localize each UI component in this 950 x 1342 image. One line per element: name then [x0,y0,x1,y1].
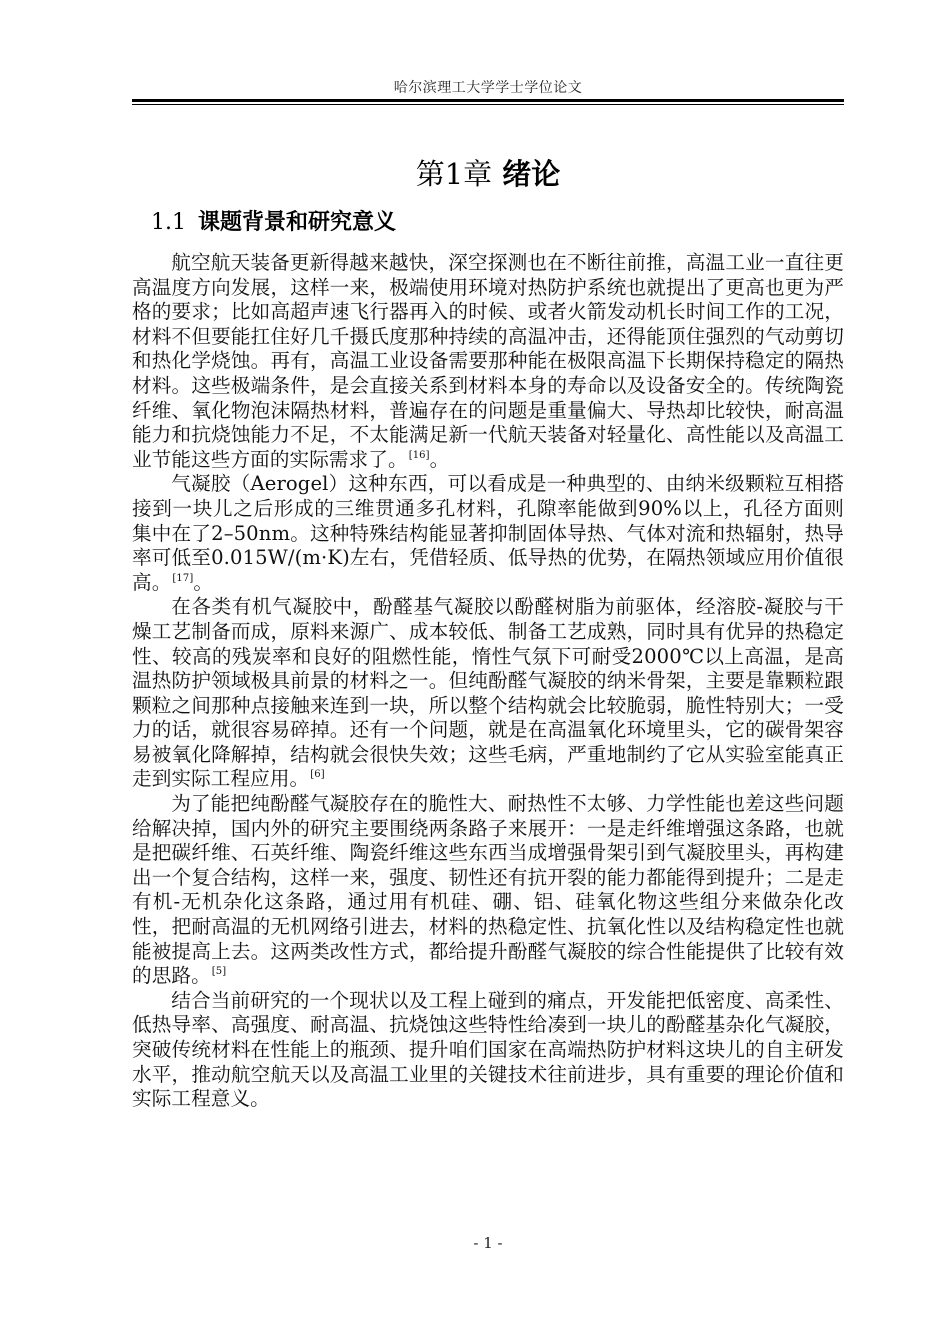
chapter-heading [132,152,844,196]
paragraph-text: 气凝胶（Aerogel）这种东西，可以看成是一种典型的、由纳米级颗粒互相搭接到一块儿之后形成的三维贯通多孔材料，孔隙率能做到90%以上，孔径方面则集中在了2–50nm。这种特殊结构能显著抑制固体导热、气体对流和热辐射，热导率可低至0.015W/(m·K)左右，凭借轻质、低导热的优势，在隔热领域应用价值很高。 [132,472,844,594]
header-rule-thick [132,99,844,102]
chapter-title: 绪论 [502,157,561,191]
citation: [6] [310,769,325,781]
paragraph-4 [132,792,844,989]
page-number: - 1 - [473,1234,503,1252]
section-heading [151,206,396,239]
paragraph-tail: 。 [429,447,450,471]
paragraph-3 [132,595,844,792]
paragraph-text: 在各类有机气凝胶中，酚醛基气凝胶以酚醛树脂为前驱体，经溶胶-凝胶与干燥工艺制备而成，原料来源广、成本较低、制备工艺成熟，同时具有优异的热稳定性、较高的残炭率和良好的阻燃性能，惰性气氛下可耐受2000℃以上高温，是高温热防护领域极具前景的材料之一。但纯酚醛气凝胶的纳米骨架，主要是靠颗粒跟颗粒之间那种点接触来连到一块，所以整个结构就会比较脆弱，脆性特别大；一受力的话，就很容易碎掉。还有一个问题，就是在高温氧化环境里头，它的碳骨架容易被氧化降解掉，结构就会很快失效；这些毛病，严重地制约了它从实验室能真正走到实际工程应用。 [132,595,844,791]
section-number: 1.1 [151,210,186,235]
paragraph-text: 结合当前研究的一个现状以及工程上碰到的痛点，开发能把低密度、高柔性、低热导率、高强度、耐高温、抗烧蚀这些特性给凑到一块儿的酚醛基杂化气凝胶，突破传统材料在性能上的瓶颈、提升咱们国家在高端热防护材料这块儿的自主研发水平，推动航空航天以及高温工业里的关键技术往前进步，具有重要的理论价值和实际工程意义。 [132,988,844,1111]
body-text [132,251,844,1112]
citation: [16] [408,449,430,461]
citation: [17] [172,572,194,584]
paragraph-text: 航空航天装备更新得越来越快，深空探测也在不断往前推，高温工业一直往更高温度方向发展，这样一来，极端使用环境对热防护系统也就提出了更高也更为严格的要求；比如高超声速飞行器再入的时候、或者火箭发动机长时间工作的工况，材料不但要能扛住好几千摄氏度那种持续的高温冲击，还得能顶住强烈的气动剪切和热化学烧蚀。再有，高温工业设备需要那种能在极限高温下长期保持稳定的隔热材料。这些极端条件，是会直接关系到材料本身的寿命以及设备安全的。传统陶瓷纤维、氧化物泡沫隔热材料，普遍存在的问题是重量偏大、导热却比较快，耐高温能力和抗烧蚀能力不足，不太能满足新一代航天装备对轻量化、高性能以及高温工业节能这些方面的实际需求了。 [132,251,844,471]
paragraph-tail: 。 [193,570,214,594]
chapter-number: 第1章 [415,157,493,191]
section-title: 课题背景和研究意义 [198,209,397,235]
citation: [5] [211,966,227,978]
paragraph-5 [132,989,844,1112]
paragraph-1 [132,251,844,472]
paragraph-text: 为了能把纯酚醛气凝胶存在的脆性大、耐热性不太够、力学性能也差这些问题给解决掉，国内外的研究主要围绕两条路子来展开：一是走纤维增强这条路，也就是把碳纤维、石英纤维、陶瓷纤维这些东西当成增强骨架引到气凝胶里头，再构建出一个复合结构，这样一来，强度、韧性还有抗开裂的能力都能得到提升；二是走有机-无机杂化这条路，通过用有机硅、硼、铝、硅氧化物这些组分来做杂化改性，把耐高温的无机网络引进去，材料的热稳定性、抗氧化性以及结构稳定性也就能被提高上去。这两类改性方式，都给提升酚醛气凝胶的综合性能提供了比较有效的思路。 [132,792,844,988]
running-header: 哈尔滨理工大学学士学位论文 [393,80,583,96]
header-rule-thin [132,104,844,105]
paragraph-2 [132,472,844,595]
